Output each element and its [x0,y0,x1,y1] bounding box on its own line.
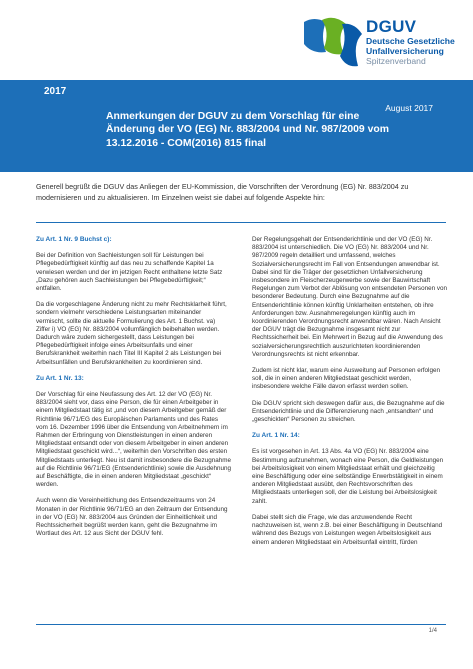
paragraph: Dabei stellt sich die Frage, wie das anzuwendende Recht nachzuweisen ist, wenn z.B. bei einer Beschäftigung in Deutschland während des Bezugs von Leistungen wegen Arbeitslosigkeit aus einem anderen Mitgliedstaat ein Arbeitsunfall eintritt, fürden [252,513,443,546]
intro-paragraph: Generell begrüßt die DGUV das Anliegen der EU-Kommission, die Vorschriften der Verordnung (EG) Nr. 883/2004 zu modernisieren und zu aktualisieren. Im Einzelnen weist sie dabei auf folgende Aspekte hin: [36,182,409,202]
top-divider [36,222,446,223]
section-heading-art1-nr13: Zu Art. 1 Nr. 13: [36,374,84,382]
paragraph: Es ist vorgesehen in Art. 13 Abs. 4a VO (EG) Nr. 883/2004 eine Bestimmung aufzunehmen, wonach eine Person, die Geldleistungen bei Arbeitslosigkeit von einem Mitgliedstaat erhält und gleichzeitig eine Beschäftigung oder eine selbständige Erwerbstätigkeit in einem anderen Mitgliedstaat ausübt, den Rechtsvorschriften des Mitgliedstaats unterliegen soll, der die Leistung bei Arbeitslosigkeit zahlt. [252,448,444,505]
logo-line-1: Deutsche Gesetzliche [366,36,455,46]
paragraph: Da die vorgeschlagene Änderung nicht zu mehr Rechtsklarheit führt, sondern vielmehr verschiedene Leistungsarten miteinander vermischt, sollte die aktuelle Formulierung des Art. 1 Buchst. va) Ziffer i) VO (EG) Nr. 883/2004 vollumfänglich beibehalten werden. Dadurch wäre zudem sichergestellt, dass Leistungen bei Pflegebedürftigkeit infolge eines Arbeitsunfalls und einer Berufskrankheit weiterhin nach Titel III Kapitel 2 als Leistungen bei Arbeitsunfällen und Berufskrankheiten zu koordinieren sind. [36,301,227,366]
paragraph: Die DGUV spricht sich deswegen dafür aus, die Bezugnahme auf die Entsenderichtlinie und die Differenzierung nach „entsandten“ und „geschickten“ Personen zu streichen. [252,399,445,424]
logo-line-3: Spitzenverband [366,56,426,66]
section-heading-art1-nr14: Zu Art. 1 Nr. 14: [252,432,300,440]
page-number: 1/4 [428,628,437,634]
logo-name: DGUV [366,17,417,36]
left-column [36,236,231,547]
document-date: August 2017 [385,103,433,113]
document-year: 2017 [44,86,67,97]
paragraph: Zudem ist nicht klar, warum eine Ausweitung auf Personen erfolgen soll, die in einen anderen Mitgliedstaat geschickt werden, insbesondere welche Fälle davon erfasst werden sollen. [252,367,440,391]
logo-line-2: Unfallversicherung [366,46,444,56]
right-column [252,236,447,555]
paragraph: Der Vorschlag für eine Neufassung des Art. 12 der VO (EG) Nr. 883/2004 sieht vor, dass eine Person, die für einen Arbeitgeber in einem Mitgliedstaat tätig ist „und von diesem Arbeitgeber gemäß der Richtlinie 96/71/EG des Europäischen Parlaments und des Rates vom 16. Dezember 1996 über die Entsendung von Arbeitnehmern im Rahmen der Erbringung von Dienstleistungen in einen anderen Mitgliedstaat entsandt oder von diesem Arbeitgeber in einen anderen Mitgliedstaat geschickt wird...“, weiterhin den Vorschriften des ersten Mitgliedstaats unterliegt. Neu ist damit insbesondere die Bezugnahme auf die Richtlinie 96/71/EG (Entsenderichtlinie) sowie die Ausdehnung auf Beschäftigte, die in einen anderen Mitgliedstaat „geschickt“ werden. [36,391,231,489]
paragraph: Der Regelungsgehalt der Entsenderichtlinie und der VO (EG) Nr. 883/2004 ist unterschiedlich. Die VO (EG) Nr. 883/2004 und Nr. 987/2009 regeln detailliert und umfassend, welches Sozialversicherungsrecht im Fall von Entsendungen anwendbar ist. Dabei sind für die Träger der gesetzlichen Unfallversicherung insbesondere im Fleischerzeugerwerbe sowie der Bauwirtschaft Regelungen zum Verbot der Ablösung von entsendeten Personen von besonderer Bedeutung. Durch eine Bezugnahme auf die Entsenderichtlinie können künftig Unklarheiten entstehen, ob ihre Anforderungen bzw. Ausnahmeregelungen künftig auch im koordinierenden Verordnungsrecht anwendbar wären. Nach Ansicht der DGUV trägt die Bezugnahme insgesamt nicht zur Rechtssicherheit bei. Ein Mehrwert in Bezug auf die Anwendung des sozialversicherungsrechtlich auszurichteten koordinierenden Verordnungsrechts ist nicht erkennbar. [252,236,447,358]
paragraph: Bei der Definition von Sachleistungen soll für Leistungen bei Pflegebedürftigkeit künftig auf das neu zu schaffende Kapitel 1a verwiesen werden und der im jetzigen Recht enthaltene letzte Satz „Dazu gehören auch Sachleistungen bei Pflegebedürftigkeit;“ entfallen. [36,252,223,293]
bottom-divider [36,624,446,625]
paragraph: Auch wenn die Vereinheitlichung des Entsendezeitraums von 24 Monaten in der Richtlinie 96/71/EG an den Zeitraum der Entsendung in der VO (EG) Nr. 883/2004 aus Gründen der Einheitlichkeit und Rechtssicherheit begrüßt werden kann, geht die Bezugnahme im Wortlaut des Art. 12 aus Sicht der DGUV fehl. [36,497,228,538]
dguv-logo-icon [300,14,364,74]
section-heading-art1-nr9: Zu Art. 1 Nr. 9 Buchst c): [36,236,112,243]
document-title: Anmerkungen der DGUV zu dem Vorschlag für eine Änderung der VO (EG) Nr. 883/2004 und Nr. 987/2009 vom 13.12.2016 - COM(2016) 815 final [106,111,389,149]
dguv-logo [300,8,470,86]
